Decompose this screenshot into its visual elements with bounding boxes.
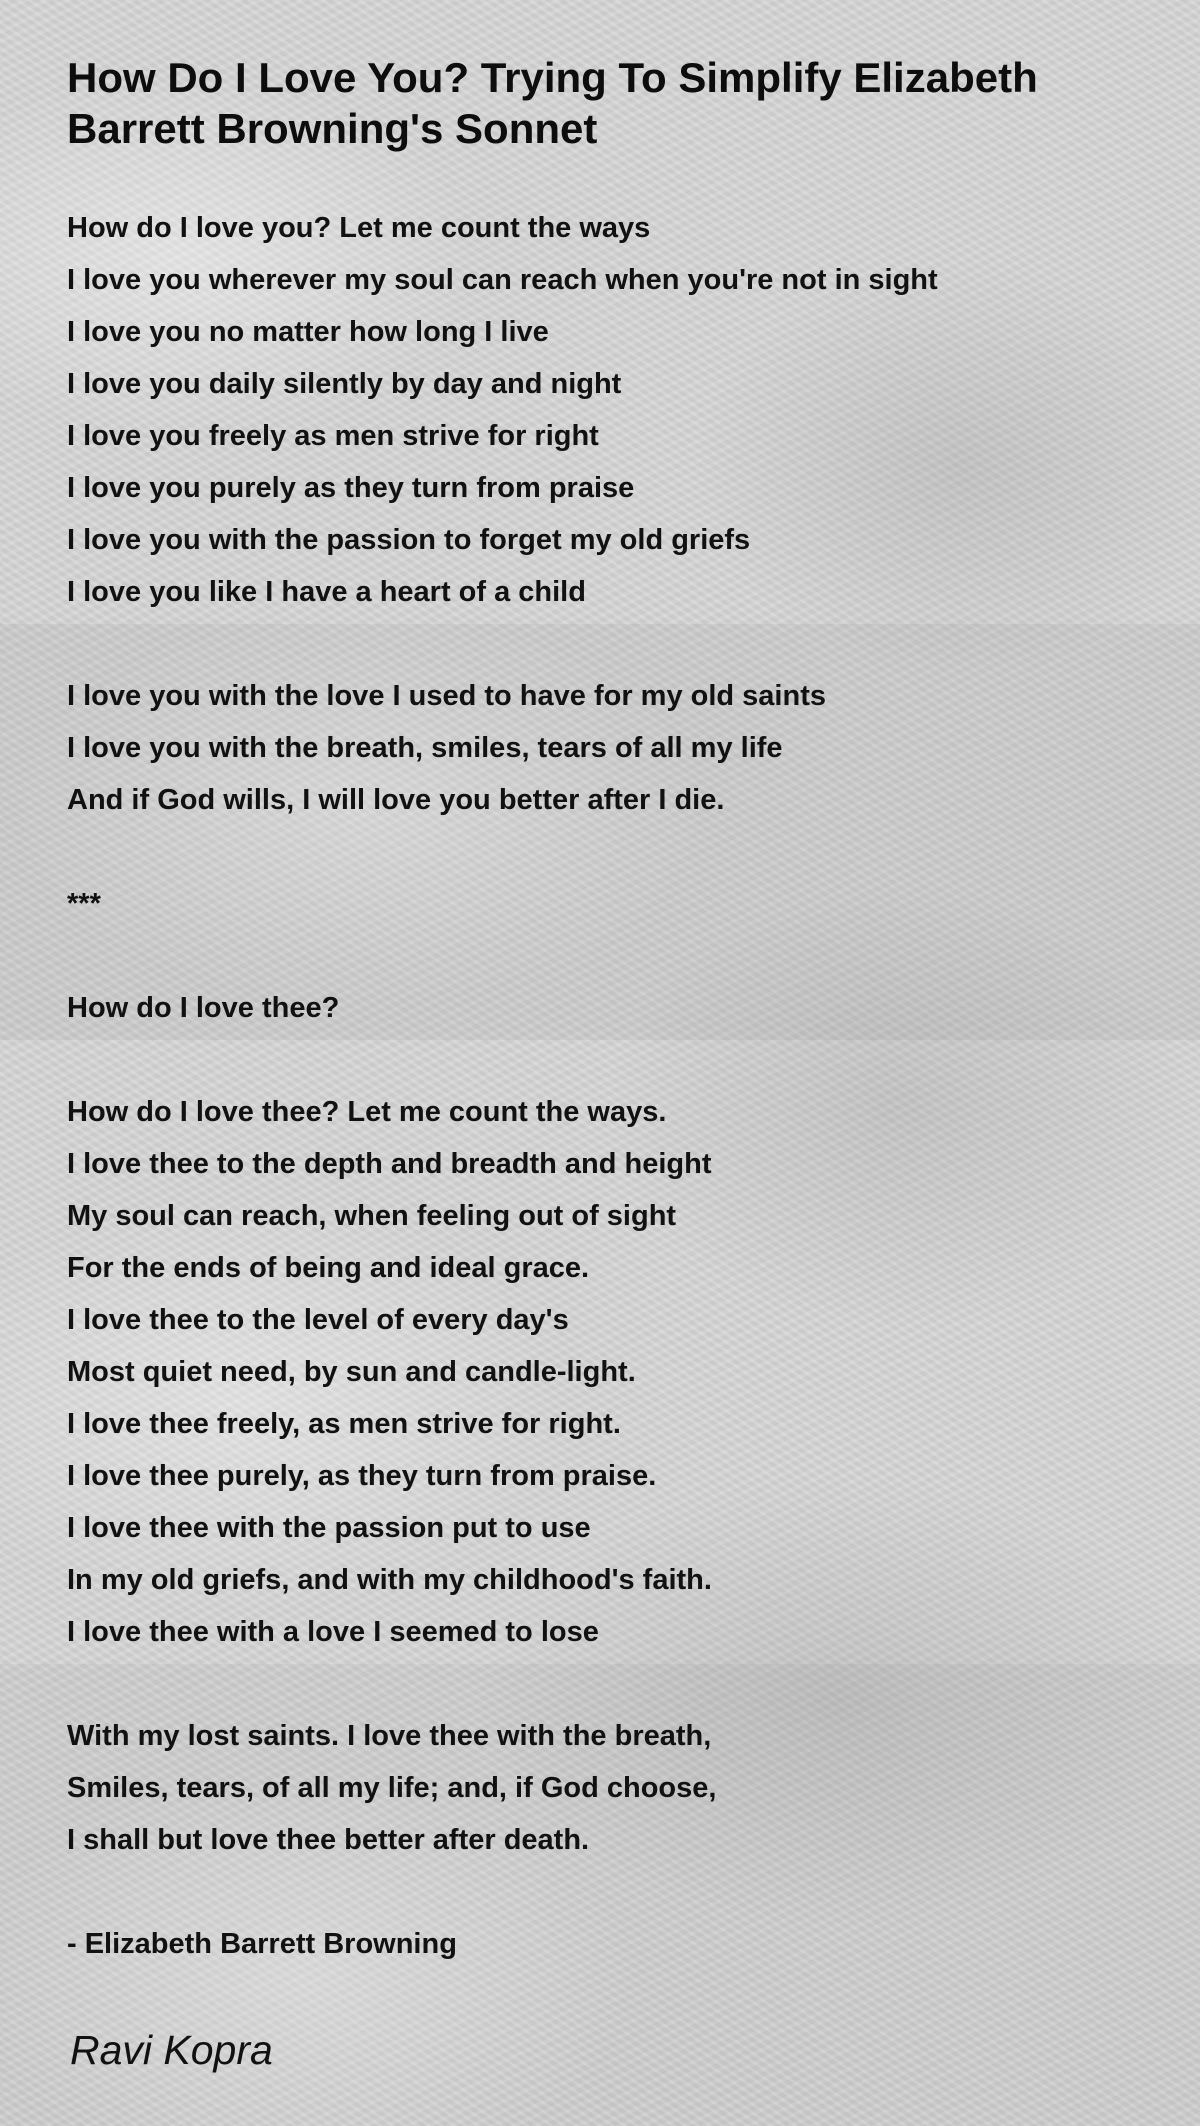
poem-line: How do I love thee? Let me count the ways.: [67, 1096, 667, 1128]
stanza-5: [67, 1710, 1147, 1866]
poem-attribution: - Elizabeth Barrett Browning: [67, 1928, 457, 1960]
poem-line: I love thee with a love I seemed to lose: [67, 1616, 599, 1648]
poem-line: I love you purely as they turn from praise: [67, 472, 635, 504]
poem-line: I love you like I have a heart of a child: [67, 576, 586, 608]
poem-body: [67, 202, 1147, 1970]
poem-line: My soul can reach, when feeling out of sight: [67, 1200, 677, 1232]
poem-line: I love you no matter how long I live: [67, 316, 549, 348]
poem-line: How do I love you? Let me count the ways: [67, 212, 651, 244]
stanza-2: [67, 670, 1147, 826]
poem-line: I love thee to the level of every day's: [67, 1304, 569, 1336]
poem-line: I love thee purely, as they turn from praise.: [67, 1460, 657, 1492]
poem-line: In my old griefs, and with my childhood's faith.: [67, 1564, 712, 1596]
poem-line: I love you daily silently by day and night: [67, 368, 622, 400]
poem-line: For the ends of being and ideal grace.: [67, 1252, 590, 1284]
poem-line: I love you with the passion to forget my old griefs: [67, 524, 751, 556]
section-separator: ***: [67, 888, 101, 920]
poem-line: Smiles, tears, of all my life; and, if God choose,: [67, 1772, 717, 1804]
poem-line: I love you with the love I used to have for my old saints: [67, 680, 826, 712]
poem-line: How do I love thee?: [67, 992, 340, 1024]
author-name: Ravi Kopra: [70, 2027, 273, 2073]
stanza-4: [67, 1086, 1147, 1658]
stanza-3: [67, 982, 1147, 1034]
stanza-1: [67, 202, 1147, 618]
poem-line: I love you wherever my soul can reach when you're not in sight: [67, 264, 938, 296]
poem-page: [67, 52, 1147, 1970]
poem-line: I love you with the breath, smiles, tears of all my life: [67, 732, 783, 764]
poem-line: I shall but love thee better after death.: [67, 1824, 590, 1856]
poem-line: I love thee with the passion put to use: [67, 1512, 591, 1544]
poem-line: I love you freely as men strive for right: [67, 420, 599, 452]
poem-line: And if God wills, I will love you better after I die.: [67, 784, 725, 816]
poem-line: I love thee freely, as men strive for right.: [67, 1408, 621, 1440]
poem-line: With my lost saints. I love thee with the breath,: [67, 1720, 712, 1752]
poem-line: I love thee to the depth and breadth and height: [67, 1148, 712, 1180]
poem-title: How Do I Love You? Trying To Simplify Elizabeth Barrett Browning's Sonnet: [67, 54, 1038, 152]
poem-line: Most quiet need, by sun and candle-light.: [67, 1356, 636, 1388]
